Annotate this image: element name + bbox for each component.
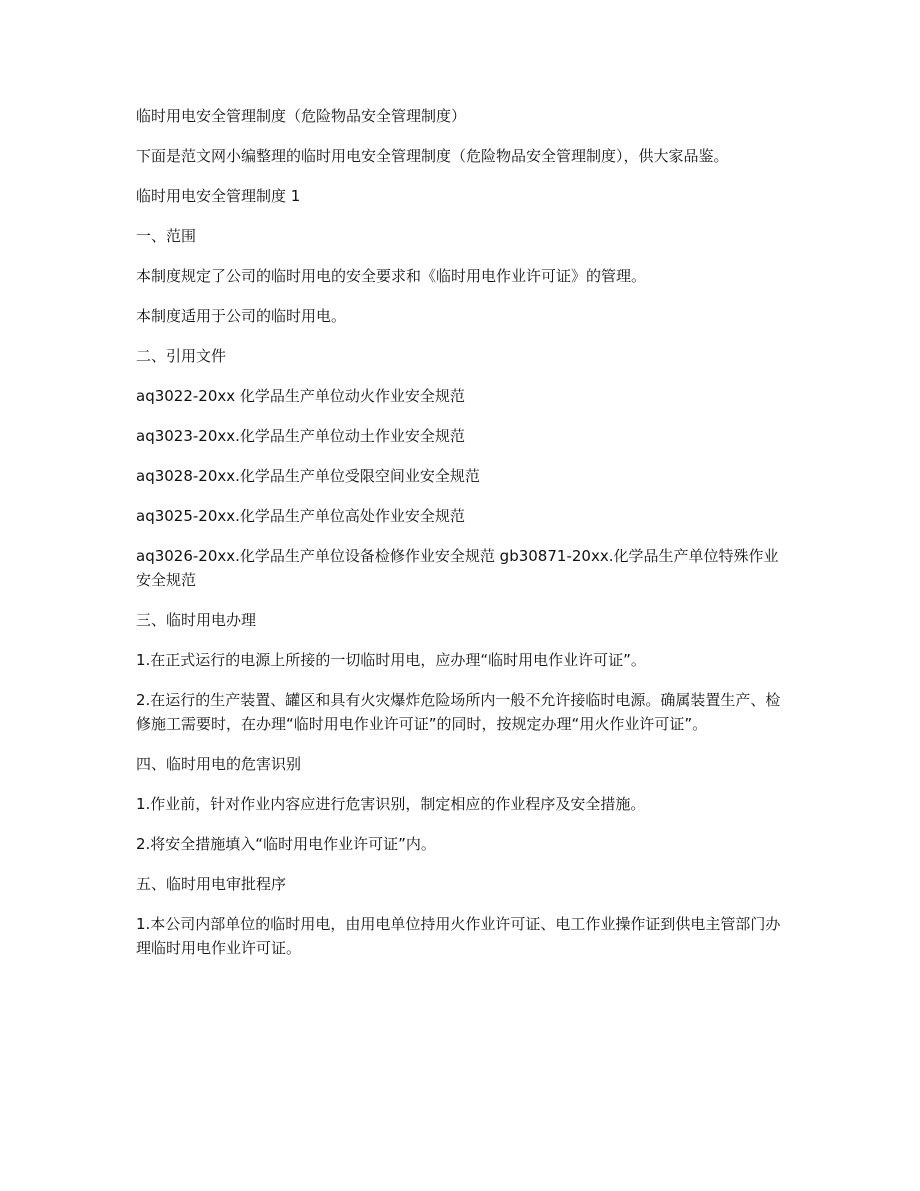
hazard-paragraph-2: 2.将安全措施填入“临时用电作业许可证”内。	[136, 835, 436, 853]
section-heading-procedure: 三、临时用电办理	[136, 611, 257, 629]
document-title: 临时用电安全管理制度（危险物品安全管理制度）	[136, 107, 467, 125]
section-heading-references: 二、引用文件	[136, 347, 227, 365]
intro-paragraph: 下面是范文网小编整理的临时用电安全管理制度（危险物品安全管理制度），供大家品鉴。	[136, 147, 729, 165]
procedure-paragraph-1: 1.在正式运行的电源上所接的一切临时用电，应办理“临时用电作业许可证”。	[136, 651, 646, 669]
hazard-paragraph-1: 1.作业前，针对作业内容应进行危害识别，制定相应的作业程序及安全措施。	[136, 795, 646, 813]
reference-item: aq3022-20xx 化学品生产单位动火作业安全规范	[136, 387, 465, 405]
document-subtitle: 临时用电安全管理制度 1	[136, 187, 301, 205]
reference-item: aq3028-20xx.化学品生产单位受限空间业安全规范	[136, 467, 480, 485]
procedure-paragraph-2: 2.在运行的生产装置、罐区和具有火灾爆炸危险场所内一般不允许接临时电源。确属装置生产、检修施工需要时，在办理“临时用电作业许可证”的同时，按规定办理“用火作业许可证”。	[136, 691, 781, 733]
document-body	[136, 104, 784, 976]
section-heading-hazard: 四、临时用电的危害识别	[136, 755, 302, 773]
scope-paragraph-1: 本制度规定了公司的临时用电的安全要求和《临时用电作业许可证》的管理。	[136, 267, 647, 285]
reference-item: aq3025-20xx.化学品生产单位高处作业安全规范	[136, 507, 465, 525]
section-heading-approval: 五、临时用电审批程序	[136, 875, 287, 893]
scope-paragraph-2: 本制度适用于公司的临时用电。	[136, 307, 347, 325]
approval-paragraph-1: 1.本公司内部单位的临时用电，由用电单位持用火作业许可证、电工作业操作证到供电主管部门办理临时用电作业许可证。	[136, 915, 781, 957]
reference-item: aq3023-20xx.化学品生产单位动土作业安全规范	[136, 427, 465, 445]
section-heading-scope: 一、范围	[136, 227, 197, 245]
reference-item: aq3026-20xx.化学品生产单位设备检修作业安全规范 gb30871-20xx.化学品生产单位特殊作业安全规范	[136, 547, 779, 589]
